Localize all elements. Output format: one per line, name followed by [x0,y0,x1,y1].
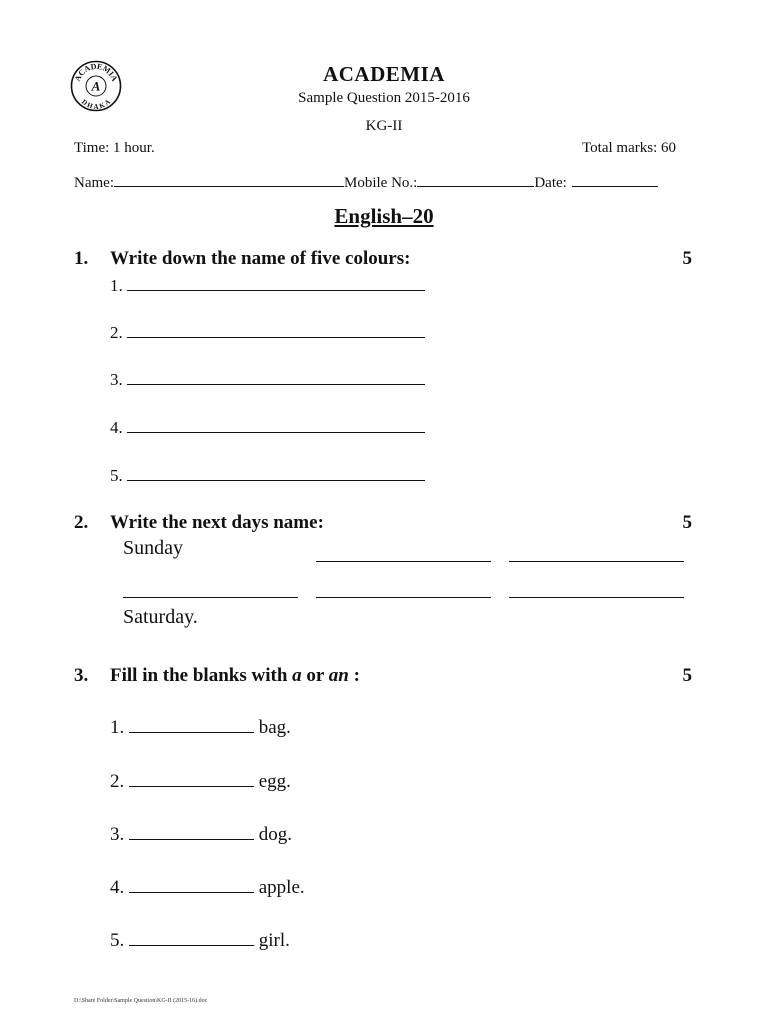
logo-monogram: A [91,78,101,94]
list-item: 5. [110,466,425,486]
question-1-text: Write down the name of five colours: [110,248,411,269]
day-sunday: Sunday [123,537,183,559]
question-2-text: Write the next days name: [110,512,324,533]
class-name: KG-II [365,118,403,134]
day-blank[interactable] [509,561,684,562]
name-field[interactable] [114,172,344,187]
question-2-marks: 5 [682,512,692,533]
time-label: Time: 1 hour. [74,140,155,156]
answer-blank[interactable] [127,370,425,385]
day-saturday: Saturday. [123,606,198,628]
answer-blank[interactable] [127,323,425,338]
day-blank[interactable] [123,597,298,598]
option-an: an [328,665,349,686]
file-path-footer: D:\Share Folder\Sample Question\KG-II (2015-16).doc [74,998,208,1004]
answer-blank[interactable] [129,772,254,787]
fill-blank-item: 4. apple. [110,877,305,898]
student-info-row [74,172,658,192]
answer-blank[interactable] [127,418,425,433]
list-item: 4. [110,418,425,438]
answer-blank[interactable] [127,276,425,291]
fill-blank-item: 5. girl. [110,930,290,951]
mobile-field[interactable] [417,172,534,187]
school-name: ACADEMIA [323,62,445,86]
logo-arc-bottom-text: DHAKA [79,97,113,111]
day-blank[interactable] [316,597,491,598]
fill-blank-item: 3. dog. [110,824,292,845]
question-3-number: 3. [74,665,89,686]
fill-blank-item: 1. bag. [110,717,291,738]
option-a: a [292,665,302,686]
list-item: 3. [110,370,425,390]
answer-blank[interactable] [129,878,254,893]
question-1-marks: 5 [682,248,692,269]
date-field[interactable] [572,172,658,187]
question-3-text: Fill in the blanks with a or an : [110,665,360,686]
name-label: Name: [74,175,114,191]
answer-blank[interactable] [129,825,254,840]
list-item: 2. [110,323,425,343]
day-blank[interactable] [509,597,684,598]
answer-blank[interactable] [129,718,254,733]
answer-blank[interactable] [127,466,425,481]
answer-blank[interactable] [129,931,254,946]
logo-arc-top-text: ACADEMIA [72,61,120,83]
mobile-label: Mobile No.: [343,175,418,191]
exam-title: English–20 [334,204,434,228]
question-3-marks: 5 [682,665,692,686]
total-marks-label: Total marks: 60 [582,140,676,156]
date-label: Date: [534,175,567,191]
list-item: 1. [110,276,425,296]
fill-blank-item: 2. egg. [110,771,291,792]
question-1-number: 1. [74,248,89,269]
day-blank[interactable] [316,561,491,562]
exam-subtitle: Sample Question 2015-2016 [298,90,470,106]
question-2-number: 2. [74,512,89,533]
